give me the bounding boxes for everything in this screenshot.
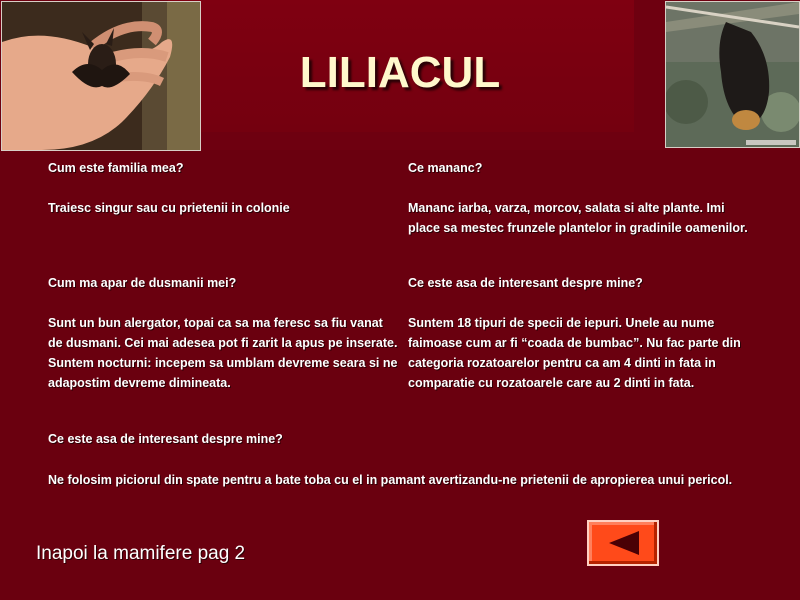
question-enemies: Cum ma apar de dusmanii mei?: [48, 276, 237, 290]
answer-family: Traiesc singur sau cu prietenii in colonie: [48, 201, 290, 215]
question-family: Cum este familia mea?: [48, 161, 184, 175]
answer-enemies: Sunt un bun alergator, topai ca sa ma feresc sa fiu vanat de dusmani. Cei mai adesea pot fi zarit la apus pe inserate. Suntem nocturni: incepem sa umblam devreme seara si ne adapostim devreme dimineata.: [48, 316, 398, 390]
answer-interesting-1: Suntem 18 tipuri de specii de iepuri. Unele au nume faimoase cum ar fi “coada de bumbac”. Nu fac parte din categoria rozatoarelor pentru ca am 4 dinti in fata in comparatie cu rozatoarele care au 2 dinti in fata.: [408, 316, 741, 390]
answer-interesting-2: Ne folosim piciorul din spate pentru a bate toba cu el in pamant avertizandu-ne prietenii de apropierea unui pericol.: [48, 473, 733, 487]
answer-food: Mananc iarba, varza, morcov, salata si alte plante. Imi place sa mestec frunzele plantelor in gradinile oamenilor.: [408, 201, 748, 235]
question-interesting-2: Ce este asa de interesant despre mine?: [48, 432, 283, 446]
back-to-mammals-link[interactable]: Inapoi la mamifere pag 2: [36, 543, 246, 564]
question-interesting-1: Ce este asa de interesant despre mine?: [408, 276, 643, 290]
question-food: Ce mananc?: [408, 161, 483, 175]
left-arrow-icon: [609, 531, 639, 555]
back-button[interactable]: [587, 520, 659, 566]
photo-bat-in-hand: [1, 1, 201, 151]
page-title: LILIACUL: [299, 48, 501, 97]
photo-hanging-bat: [665, 1, 800, 148]
